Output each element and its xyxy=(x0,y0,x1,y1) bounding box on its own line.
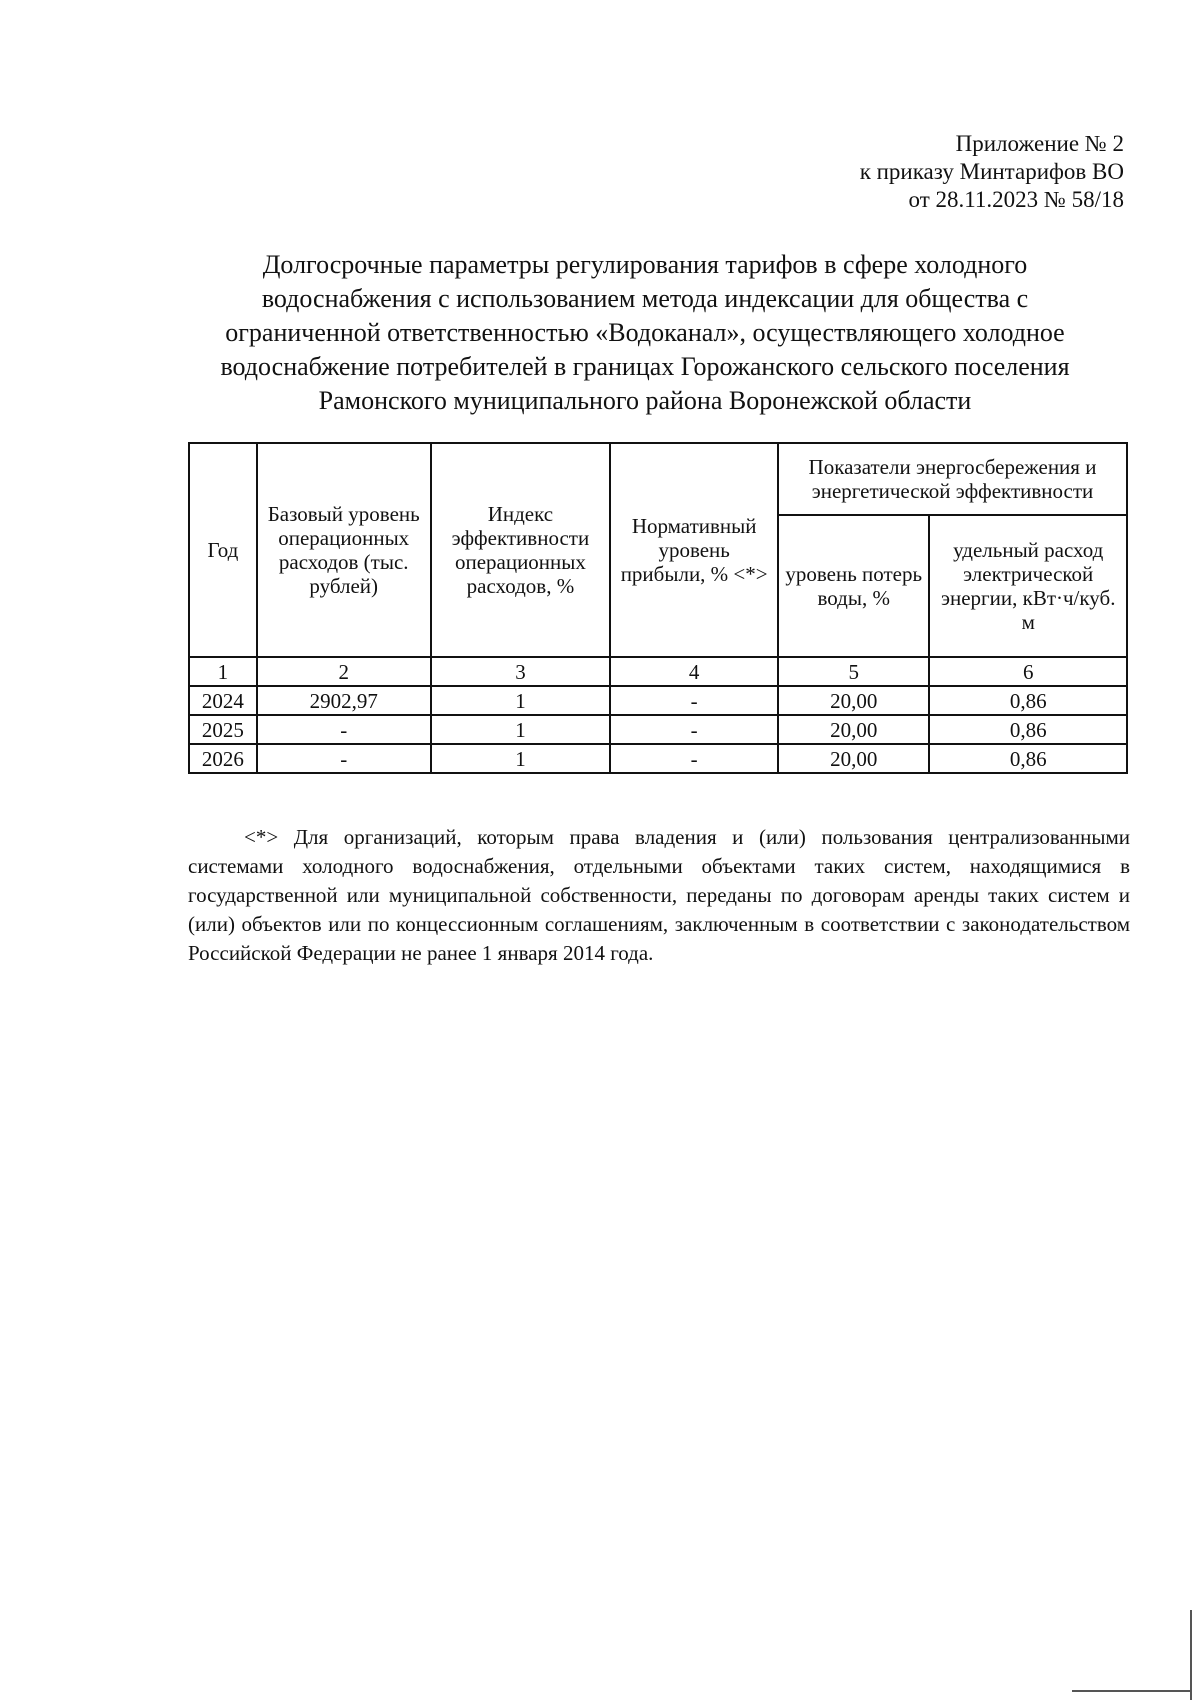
title-line: водоснабжение потребителей в границах Горожанского сельского поселения xyxy=(220,352,1070,381)
cell-year: 2024 xyxy=(189,686,257,715)
cell-efficiency-index: 1 xyxy=(431,686,611,715)
cell-water-loss: 20,00 xyxy=(778,715,929,744)
header-energy-group: Показатели энергосбережения и энергетической эффективности xyxy=(778,443,1127,515)
column-number-row xyxy=(189,657,1127,686)
scan-edge-line xyxy=(1072,1690,1192,1692)
cell-profit-level: - xyxy=(610,686,778,715)
title-line: Долгосрочные параметры регулирования тарифов в сфере холодного xyxy=(262,250,1028,279)
column-number: 3 xyxy=(431,657,611,686)
header-electricity: удельный расход электрической энергии, кВт·ч/куб. м xyxy=(929,515,1127,657)
header-year: Год xyxy=(189,443,257,657)
cell-electricity: 0,86 xyxy=(929,686,1127,715)
header-base-level: Базовый уровень операционных расходов (тыс. рублей) xyxy=(257,443,431,657)
cell-base-level: - xyxy=(257,744,431,773)
cell-base-level: 2902,97 xyxy=(257,686,431,715)
cell-efficiency-index: 1 xyxy=(431,715,611,744)
column-number: 6 xyxy=(929,657,1127,686)
title-line: водоснабжения с использованием метода индексации для общества с xyxy=(261,284,1029,313)
appendix-number: Приложение № 2 xyxy=(955,131,1124,156)
table-header-row xyxy=(189,443,1127,515)
cell-electricity: 0,86 xyxy=(929,744,1127,773)
footnote: <*> Для организаций, которым права владения и (или) пользования централизованными системами холодного водоснабжения, отдельными объектами таких систем, находящимися в государственной или муниципальной собственности, переданы по договорам аренды таких систем и (или) объектов или по концессионным соглашениям, заключенным в соответствии с законодательством Российской Федерации не ранее 1 января 2014 года. xyxy=(188,825,1130,965)
table-row xyxy=(189,715,1127,744)
title-line: Рамонского муниципального района Воронежской области xyxy=(318,386,972,415)
parameters-table xyxy=(188,442,1128,774)
document-title xyxy=(170,248,1120,418)
cell-base-level: - xyxy=(257,715,431,744)
table-row xyxy=(189,744,1127,773)
header-profit-level: Нормативный уровень прибыли, % <*> xyxy=(610,443,778,657)
column-number: 1 xyxy=(189,657,257,686)
cell-water-loss: 20,00 xyxy=(778,744,929,773)
cell-water-loss: 20,00 xyxy=(778,686,929,715)
appendix-order-date: от 28.11.2023 № 58/18 xyxy=(908,187,1124,212)
table-row xyxy=(189,686,1127,715)
title-line: ограниченной ответственностью «Водоканал», осуществляющего холодное xyxy=(225,318,1065,347)
cell-electricity: 0,86 xyxy=(929,715,1127,744)
cell-year: 2025 xyxy=(189,715,257,744)
header-efficiency-index: Индекс эффективности операционных расходов, % xyxy=(431,443,611,657)
cell-profit-level: - xyxy=(610,715,778,744)
appendix-header xyxy=(860,130,1124,214)
scan-edge-line xyxy=(1190,1610,1192,1700)
column-number: 2 xyxy=(257,657,431,686)
column-number: 4 xyxy=(610,657,778,686)
column-number: 5 xyxy=(778,657,929,686)
cell-profit-level: - xyxy=(610,744,778,773)
header-water-loss: уровень потерь воды, % xyxy=(778,515,929,657)
cell-year: 2026 xyxy=(189,744,257,773)
appendix-order-ref: к приказу Минтарифов ВО xyxy=(859,159,1124,184)
cell-efficiency-index: 1 xyxy=(431,744,611,773)
